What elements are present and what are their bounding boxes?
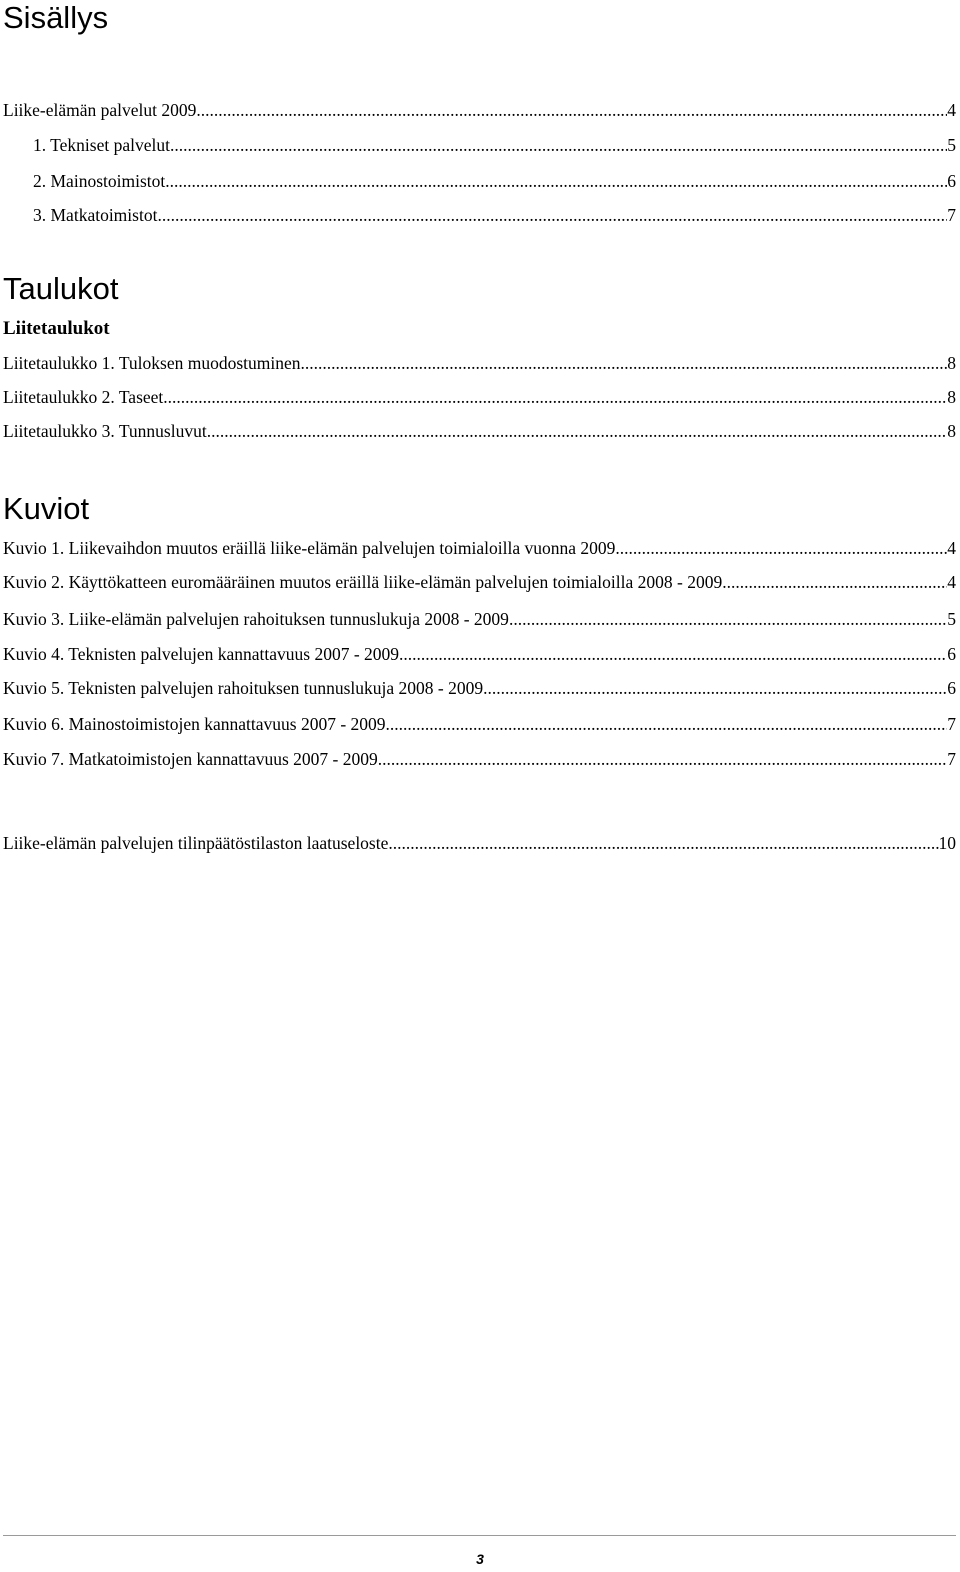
toc-entry-title: Liike-elämän palvelujen tilinpäätöstilaston laatuseloste — [3, 833, 389, 853]
toc-entry-title: Kuvio 7. Matkatoimistojen kannattavuus 2007 - 2009 — [3, 749, 378, 769]
toc-entry-page: 4 — [947, 572, 956, 592]
toc-entry-page: 6 — [947, 678, 956, 698]
toc-entry-page: 6 — [947, 644, 956, 664]
toc-entry-technical-services[interactable] — [33, 132, 956, 158]
toc-entry-figure-6[interactable] — [3, 711, 956, 737]
toc-entry-title: 2. Mainostoimistot — [33, 171, 166, 191]
toc-entry-page: 4 — [947, 100, 956, 120]
toc-entry-title: Liitetaulukko 2. Taseet — [3, 387, 164, 407]
toc-entry-figure-2[interactable] — [3, 569, 956, 595]
contents-heading: Sisällys — [3, 0, 109, 35]
toc-entry-page: 10 — [938, 833, 956, 853]
toc-entry-title: Liike-elämän palvelut 2009 — [3, 100, 197, 120]
dot-leader — [386, 711, 948, 737]
toc-entry-page: 5 — [947, 135, 956, 155]
figures-heading: Kuviot — [3, 491, 90, 526]
toc-entry-title: Kuvio 4. Teknisten palvelujen kannattavuus 2007 - 2009 — [3, 644, 400, 664]
toc-entry-title: Liitetaulukko 1. Tuloksen muodostuminen — [3, 353, 301, 373]
toc-entry-advertising-agencies[interactable] — [33, 168, 956, 194]
toc-entry-page: 6 — [947, 171, 956, 191]
toc-entry-figure-1[interactable] — [3, 535, 956, 561]
dot-leader — [509, 606, 947, 632]
page-number: 3 — [476, 1551, 484, 1567]
footer-divider — [3, 1535, 956, 1536]
dot-leader — [196, 97, 947, 123]
toc-entry-page: 7 — [947, 714, 956, 734]
toc-entry-page: 5 — [947, 609, 956, 629]
toc-entry-main-summary[interactable] — [3, 97, 956, 123]
appendix-tables-subheading: Liitetaulukot — [3, 318, 110, 339]
toc-entry-page: 8 — [947, 421, 956, 441]
toc-entry-title: Kuvio 5. Teknisten palvelujen rahoituksen tunnuslukuja 2008 - 2009 — [3, 678, 484, 698]
dot-leader — [483, 675, 947, 701]
tables-heading: Taulukot — [3, 271, 119, 306]
dot-leader — [722, 569, 947, 595]
toc-entry-appendix-table-3[interactable] — [3, 418, 956, 444]
toc-entry-title: Liitetaulukko 3. Tunnusluvut — [3, 421, 207, 441]
toc-entry-page: 8 — [947, 387, 956, 407]
toc-entry-page: 4 — [947, 538, 956, 558]
toc-entry-travel-agencies[interactable] — [33, 202, 956, 228]
toc-entry-page: 7 — [947, 749, 956, 769]
toc-entry-title: Kuvio 2. Käyttökatteen euromääräinen muutos eräillä liike-elämän palvelujen toimialoilla 2008 - 2009 — [3, 572, 723, 592]
toc-entry-title: 1. Tekniset palvelut — [33, 135, 170, 155]
toc-entry-figure-7[interactable] — [3, 746, 956, 772]
toc-entry-figure-5[interactable] — [3, 675, 956, 701]
toc-entry-figure-4[interactable] — [3, 641, 956, 667]
toc-entry-title: Kuvio 1. Liikevaihdon muutos eräillä liike-elämän palvelujen toimialoilla vuonna 2009 — [3, 538, 616, 558]
dot-leader — [378, 746, 948, 772]
toc-entry-page: 7 — [947, 205, 956, 225]
toc-entry-figure-3[interactable] — [3, 606, 956, 632]
toc-entry-title: Kuvio 3. Liike-elämän palvelujen rahoituksen tunnuslukuja 2008 - 2009 — [3, 609, 509, 629]
dot-leader — [163, 384, 947, 410]
dot-leader — [170, 132, 947, 158]
toc-entry-quality-report[interactable] — [3, 830, 956, 856]
toc-entry-appendix-table-1[interactable] — [3, 350, 956, 376]
toc-entry-title: Kuvio 6. Mainostoimistojen kannattavuus 2007 - 2009 — [3, 714, 386, 734]
dot-leader — [157, 202, 947, 228]
toc-entry-page: 8 — [947, 353, 956, 373]
toc-entry-title: 3. Matkatoimistot — [33, 205, 158, 225]
dot-leader — [615, 535, 947, 561]
toc-entry-appendix-table-2[interactable] — [3, 384, 956, 410]
dot-leader — [301, 350, 948, 376]
dot-leader — [399, 641, 947, 667]
dot-leader — [207, 418, 948, 444]
dot-leader — [388, 830, 938, 856]
dot-leader — [165, 168, 947, 194]
